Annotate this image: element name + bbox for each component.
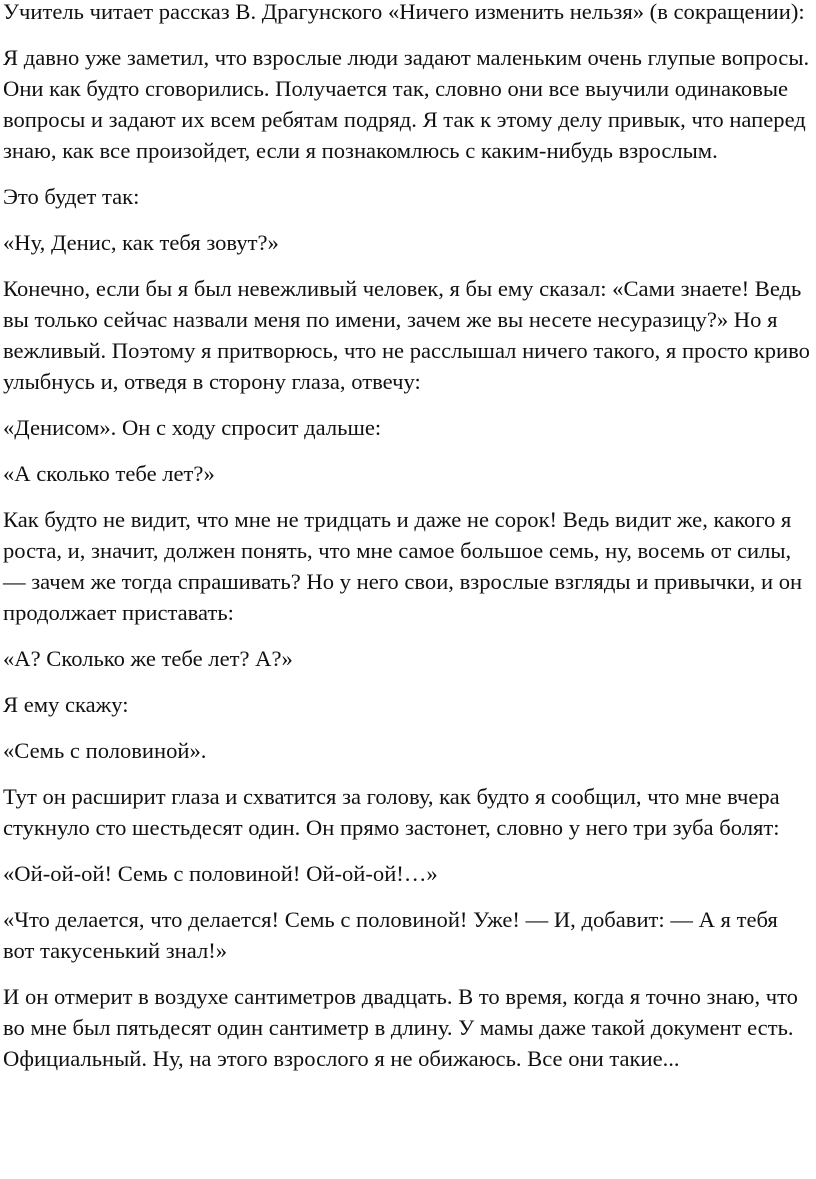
story-paragraph: И он отмерит в воздухе сантиметров двадцать. В то время, когда я точно знаю, что во мне был пятьдесят один сантиметр в длину. У мамы даже такой документ есть. Официальный. Ну, на этого взрослого я не обижаюсь. Все они такие... [3, 984, 798, 1071]
dialogue-line: «А сколько тебе лет?» [3, 461, 215, 486]
dialogue-line: «Что делается, что делается! Семь с половиной! Уже! — И, добавит: — А я тебя вот такусенький знал!» [3, 907, 778, 963]
intro-paragraph: Учитель читает рассказ В. Драгунского «Ничего изменить нельзя» (в сокращении): [3, 0, 805, 24]
story-paragraph: Конечно, если бы я был невежливый человек, я бы ему сказал: «Сами знаете! Ведь вы только сейчас назвали меня по имени, зачем же вы несете несуразицу?» Но я вежливый. Поэтому я притворюсь, что не расслышал ничего такого, я просто криво улыбнусь и, отведя в сторону глаза, отвечу: [3, 276, 810, 394]
dialogue-line: «Ой-ой-ой! Семь с половиной! Ой-ой-ой!…» [3, 861, 438, 886]
story-paragraph: Тут он расширит глаза и схватится за голову, как будто я сообщил, что мне вчера стукнуло сто шестьдесят один. Он прямо застонет, словно у него три зуба болят: [3, 784, 780, 840]
dialogue-line: «Ну, Денис, как тебя зовут?» [3, 230, 279, 255]
dialogue-line: «А? Сколько же тебе лет? А?» [3, 646, 293, 671]
dialogue-line: «Денисом». Он с ходу спросит дальше: [3, 415, 382, 440]
story-paragraph: Это будет так: [3, 184, 140, 209]
dialogue-line: «Семь с половиной». [3, 738, 207, 763]
story-paragraph: Я давно уже заметил, что взрослые люди задают маленьким очень глупые вопросы. Они как будто сговорились. Получается так, словно они все выучили одинаковые вопросы и задают их всем ребятам подряд. Я так к этому делу привык, что наперед знаю, как все произойдет, если я познакомлюсь с каким-нибудь взрослым. [3, 45, 810, 163]
story-paragraph: Я ему скажу: [3, 692, 129, 717]
story-paragraph: Как будто не видит, что мне не тридцать и даже не сорок! Ведь видит же, какого я роста, и, значит, должен понять, что мне самое большое семь, ну, восемь от силы, — зачем же тогда спрашивать? Но у него свои, взрослые взгляды и привычки, и он продолжает приставать: [3, 507, 803, 625]
